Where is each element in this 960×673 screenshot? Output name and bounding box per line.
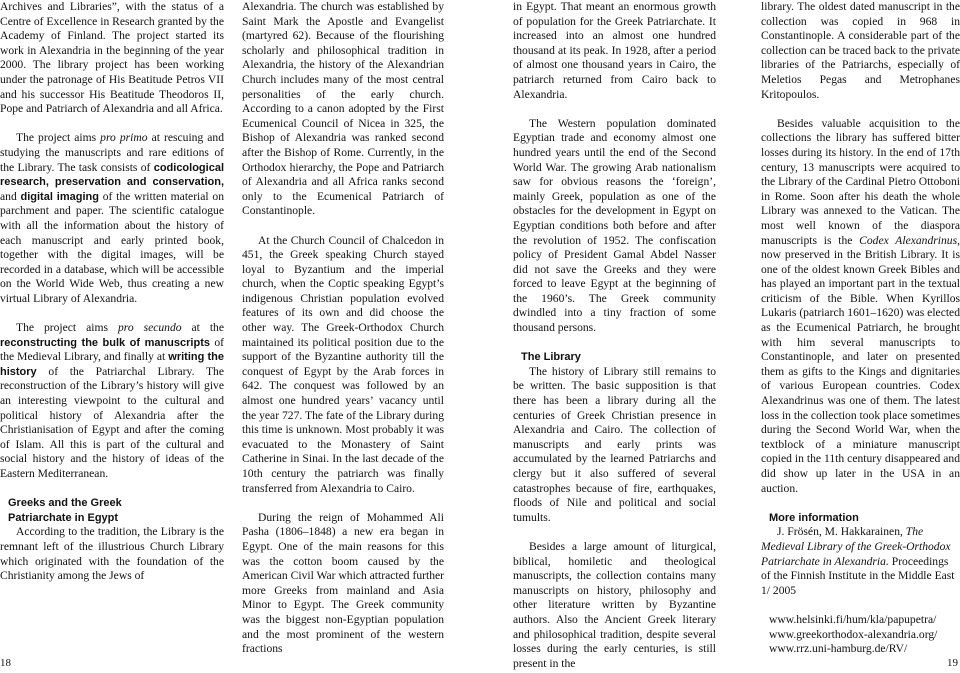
column-3 — [513, 0, 716, 671]
col3-paragraph-4: Besides a large amount of liturgical, biblical, homiletic and theological manuscripts, the collection contains many manuscripts on history, philosophy and other literature written by Byzantine authors. Also the Ancient Greek literary and philosophical tradition, despite several losses during the early centuries, is still present in the — [513, 539, 716, 670]
col4-paragraph-1: library. The oldest dated manuscript in the collection was copied in 968 in Constantinople. A considerable part of the collection can be traced back to the private libraries of the Patriarchs, especially of Meletios Pegas and Metrophanes Kritopoulos. — [761, 0, 960, 101]
text: at the — [181, 321, 224, 335]
text: The project aims — [16, 131, 101, 145]
column-2 — [242, 0, 444, 657]
section-heading: Patriarchate in Egypt — [8, 511, 119, 524]
url-list — [769, 613, 960, 657]
col1-paragraph-1: Archives and Libraries”, with the status of a Centre of Excellence in Research granted by the Academy of Finland. The project started its work in Alexandria in the beginning of the year 2000. The library project has been working under the patronage of His Beatitude Petros VII and his successor His Beatitude Theodoros II, Pope and Patriarch of Alexandria and all Africa. — [0, 0, 224, 116]
url-link[interactable]: www.greekorthodox-alexandria.org/ — [769, 627, 938, 641]
emphasis: The Medieval Library of the Greek-Orthodox Patriarchate in Alexandria. — [761, 525, 951, 568]
page-number-right: 19 — [947, 657, 958, 669]
col2-paragraph-2: At the Church Council of Chalcedon in 451, the Greek speaking Church stayed loyal to Byzantium and the imperial church, when the Coptic speaking Egypt’s indigenous Christian population evolved features of its own and did choose the other way. The Greek-Orthodox Church maintained its political position due to the support of the Byzantine authority till the conquest of Egypt by the Arab forces in 642. The conquest was followed by an almost one hundred years’ vacancy until the year 727. The fate of the Library during this time is unknown. Most probably it was evacuated to the Monastery of Saint Catherine in Sinai. In the last decade of the 10th century the patriarch was finally transferred from Alexandria to Cairo. — [242, 233, 444, 495]
emphasis: pro secundo — [117, 321, 182, 335]
section-heading: Greeks and the Greek — [8, 497, 122, 510]
more-information-heading: More information — [769, 511, 859, 524]
col3-paragraph-1: in Egypt. That meant an enormous growth of population for the Greek Patriarchate. It increased into an almost one hundred thousand at its peak. In 1928, after a period of almost one thousand years in Cairo, the patriarch returned from Cairo back to Alexandria. — [513, 0, 716, 101]
text: The project aims — [16, 321, 118, 335]
bold-text: writing the history — [0, 351, 224, 378]
text: of the Medieval Library, and finally at — [0, 335, 224, 364]
url-link[interactable]: www.rrz.uni-hamburg.de/RV/ — [769, 642, 908, 656]
col2-paragraph-3: During the reign of Mohammed Ali Pasha (1806–1848) a new era began in Egypt. One of the main reasons for this was the cotton boom caused by the American Civil War which attracted further more Greeks from mainland and Asia Minor to Egypt. The Greek community was the biggest non-Egyptian population and the most prominent of the western fractions — [242, 510, 444, 656]
column-4 — [761, 0, 960, 657]
column-1 — [0, 0, 224, 584]
bold-text: codicological research, preservation and conservation, — [0, 161, 224, 189]
text: J. Frösén, M. Hakkarainen, — [777, 525, 906, 539]
page-number-left: 18 — [0, 657, 11, 669]
text: of the Patriarchal Library. The reconstruction of the Library’s history will give an interesting viewpoint to the cultural and political history of Alexandria after the Christianisation of Egypt and after the coming of Islam. All this is part of the cultural and social history and the history of ideas of the Eastern Mediterranean. — [0, 364, 224, 480]
url-link[interactable]: www.helsinki.fi/hum/kla/papupetra/ — [769, 612, 937, 626]
section-heading: The Library — [521, 351, 581, 364]
reference — [761, 525, 960, 598]
col3-paragraph-2: The Western population dominated Egyptian trade and economy almost one hundred years until the end of the Second World War. The growing Arab nationalism saw for obvious reasons the ‘foreign’, mainly Greek, population as one of the obstacles for the development in Egypt on Egyptian conditions both before and after the revolution of 1952. The confiscation policy of President Gamal Abdel Nasser did not save the Greeks and they were forced to leave Egypt at the beginning of the 1960’s. The Greek community dwindled into a tiny fraction of some thousand persons. — [513, 116, 716, 335]
emphasis: pro primo — [100, 131, 148, 145]
text: of the written material on parchment and paper. The scientific catalogue with all the information about the history of each manuscript and early printed book, together with the digital images, will be recorded in a database, which will be accessible on the World Wide Web, thus creating a new virtual Library of Alexandria. — [0, 189, 224, 305]
col1-paragraph-3 — [0, 321, 224, 482]
text: and — [0, 189, 21, 203]
col4-paragraph-2 — [761, 117, 960, 496]
col1-paragraph-4: According to the tradition, the Library is the remnant left of the illustrious Church Library which originated with the foundation of the Christianity among the Jews of — [0, 525, 224, 583]
bold-text: reconstructing the bulk of manuscripts — [0, 336, 210, 349]
emphasis: Codex Alexandrinus — [859, 233, 958, 247]
bold-text: digital imaging — [20, 190, 99, 203]
text: Proceedings of the Finnish Institute in the Middle East 1/ 2005 — [761, 554, 955, 597]
text: , now preserved in the British Library. It is one of the oldest known Greek Bibles and has played an important part in the textual criticism of the Bible. When Kyrillos Lukaris (patriarch 1601–1620) was elected as the Ecumenical Patriarch, he brought with him several manuscripts to Constantinople, and later on presented them as gifts to the Kings and dignitaries of various European countries. Codex Alexandrinus was one of them. The latest loss in the collection took place sometimes during the Second World War, when the textblock of a miniature manuscript copied in the 11th century disappeared and did show up later in the USA in an auction. — [761, 233, 960, 495]
col2-paragraph-1: Alexandria. The church was established by Saint Mark the Apostle and Evangelist (martyred 62). Because of the flourishing scholarly and philosophical tradition in Alexandria, the history of the Alexandrian Church includes many of the most central personalities of the early church. According to a canon adopted by the First Ecumenical Council of Nicea in 325, the Bishop of Alexandria was ranked second after the Bishop of Rome. Currently, in the Orthodox hierarchy, the Pope and Patriarch of Alexandria and all Africa ranks second only to the Ecumenical Patriarch of Constantinople. — [242, 0, 444, 218]
text: Besides valuable acquisition to the collections the library has suffered bitter losses during its history. In the end of 17th century, 13 manuscripts were acquired to the Library of the Cardinal Pietro Ottoboni in Rome. Soon after his death the whole Library was annexed to the Vatican. The most well known of the diaspora manuscripts is the — [761, 116, 960, 247]
col1-paragraph-2 — [0, 131, 224, 306]
col3-paragraph-3: The history of Library still remains to be written. The basic supposition is that there has been a library during all the centuries of Greek Christian presence in Alexandria and Cairo. The collection of manuscripts and early prints was accumulated by the learned Patriarchs and clergy but it also suffered of several catastrophes because of fire, earthquakes, floods of Nile and political and social tumults. — [513, 364, 716, 524]
text: at rescuing and studying the manuscripts and rare editions of the Library. The task consists of — [0, 131, 225, 174]
